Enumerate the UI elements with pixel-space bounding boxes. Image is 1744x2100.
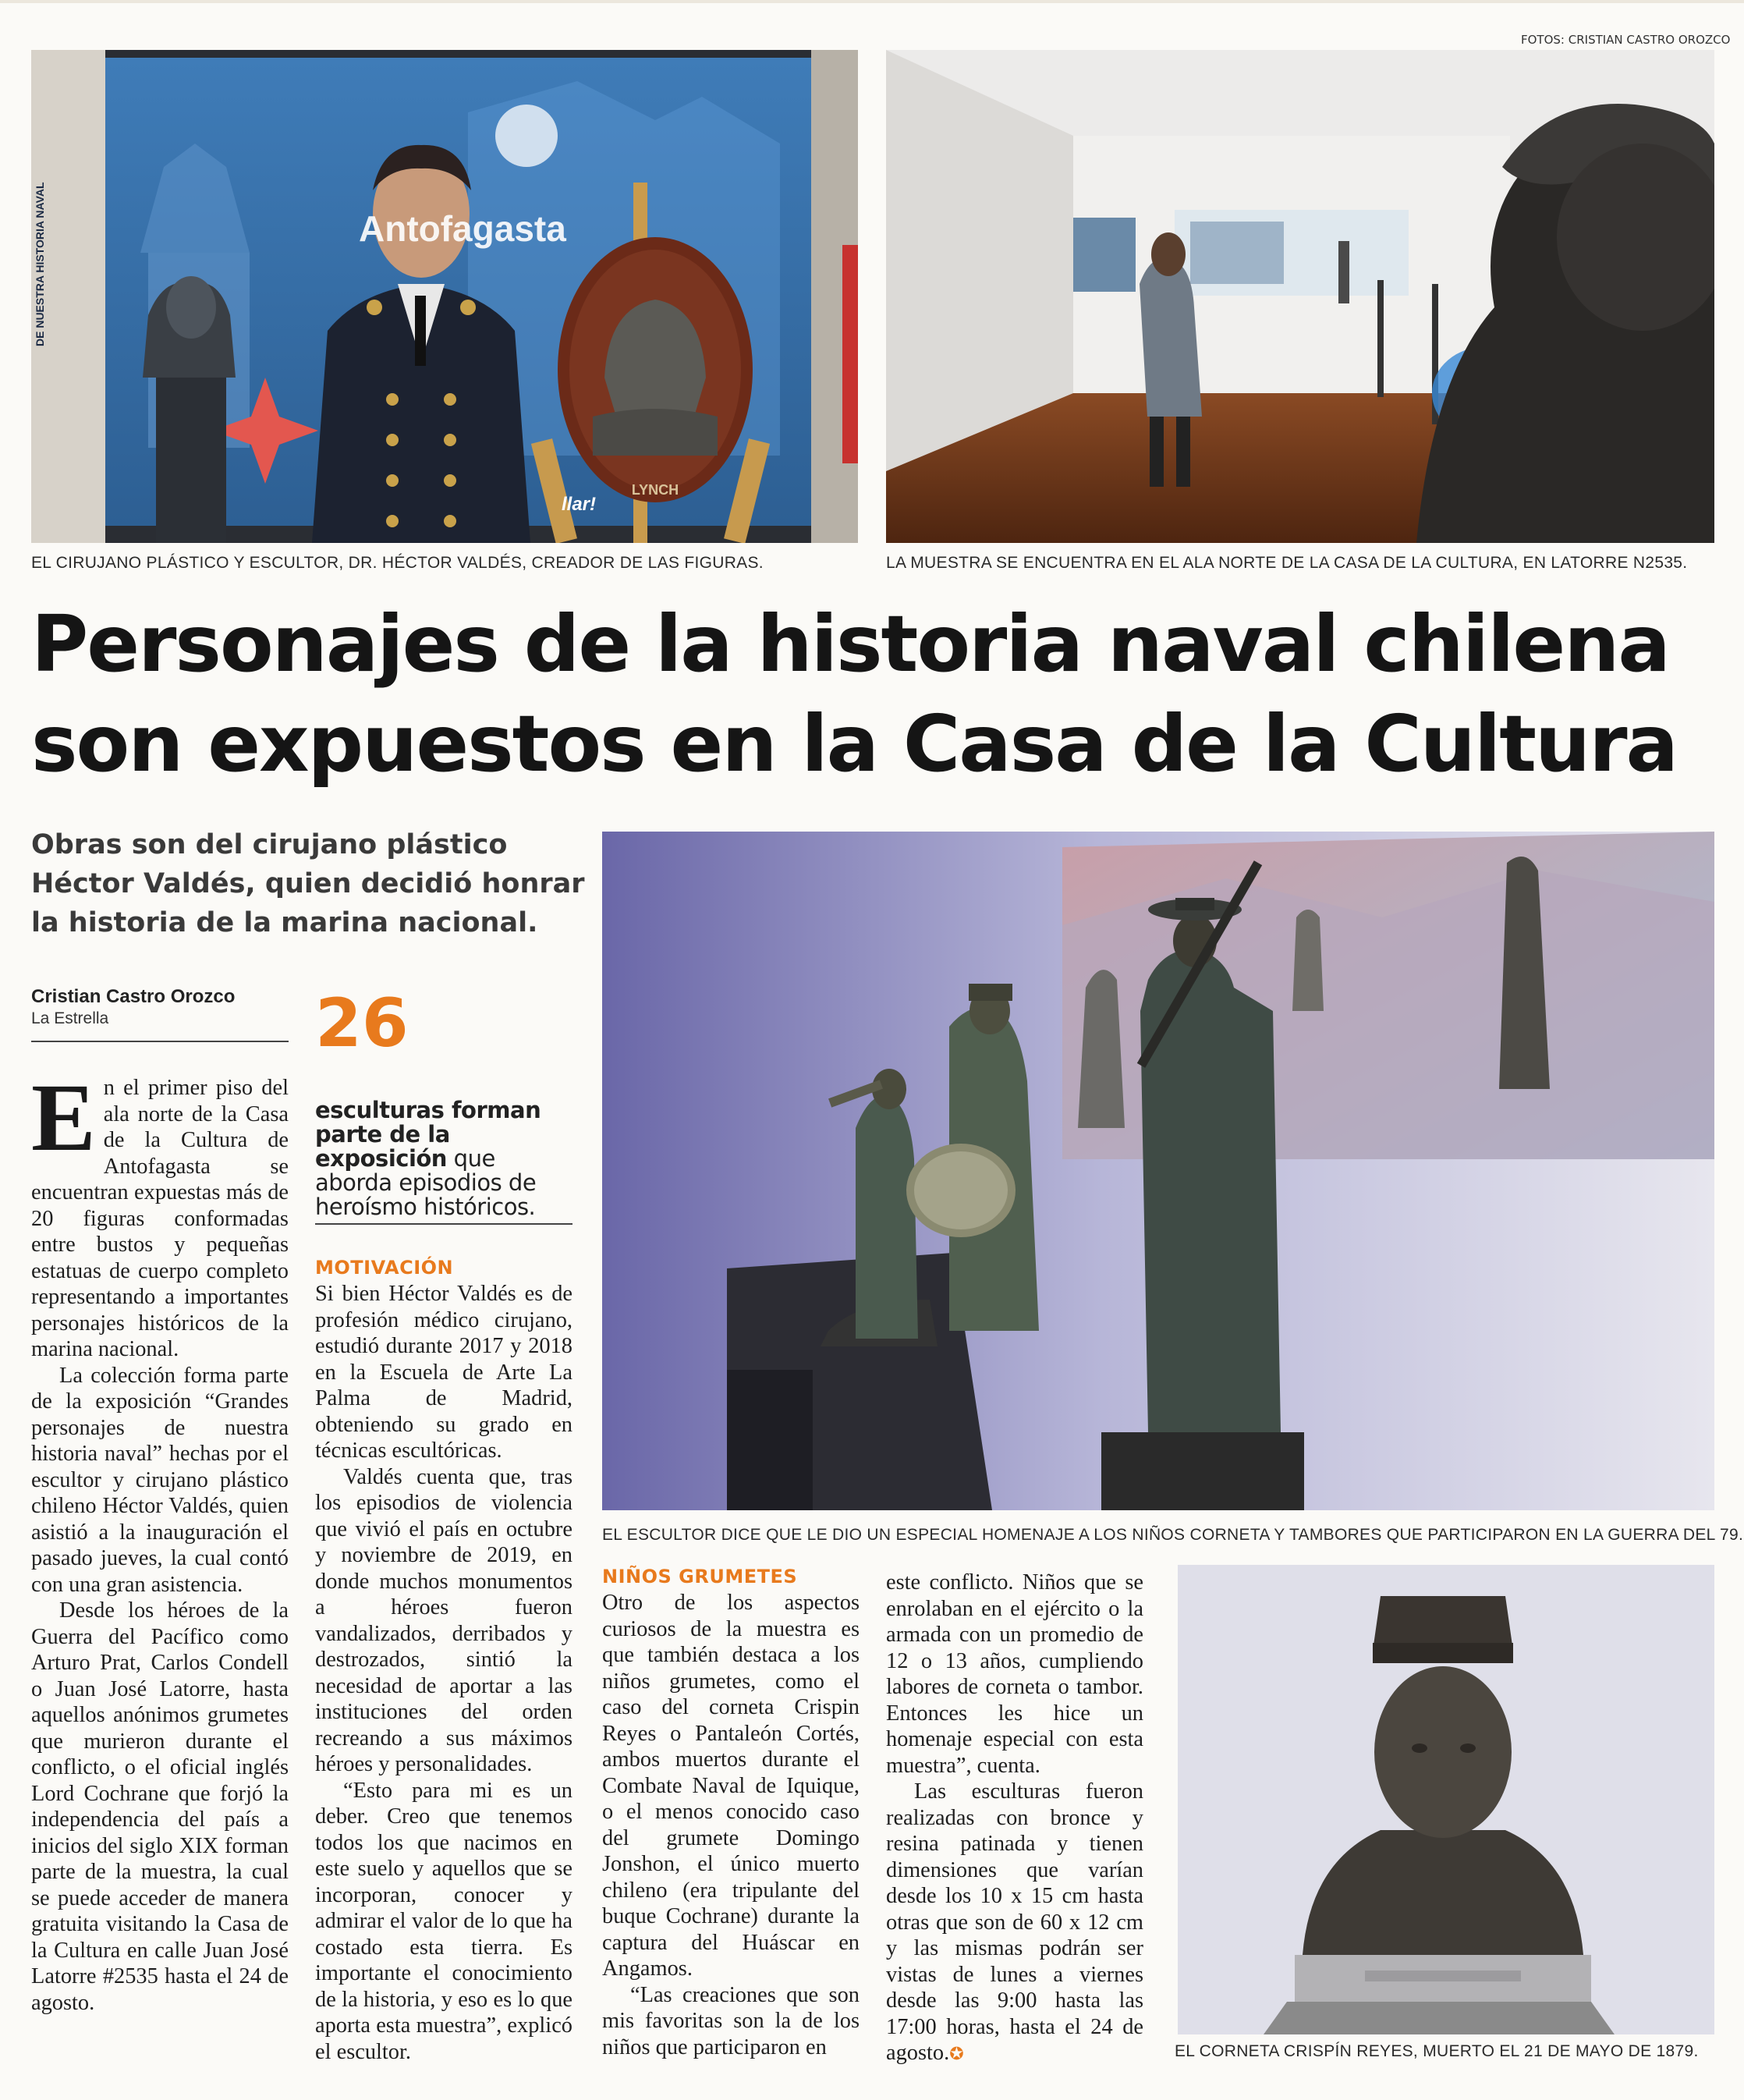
deck: Obras son del cirujano plástico Héctor Valdés, quien decidió honrar la historia de la marina nacional. xyxy=(31,829,585,938)
col2-paragraph-3: “Esto para mi es un deber. Creo que tenemos todos los que nacimos en este suelo y aquellos que se incorporan, conocer y admirar el valor de lo que ha costado esta tierra. Es importante el conocimiento de la historia, y eso es lo que aporta esta muestra”, explicó el escultor. xyxy=(315,1778,572,2064)
photo-credit: FOTOS: CRISTIAN CASTRO OROZCO xyxy=(1521,33,1731,47)
section-heading-motivacion: MOTIVACIÓN xyxy=(315,1257,454,1279)
section-heading-ninos-grumetes: NIÑOS GRUMETES xyxy=(602,1566,798,1587)
col2-paragraph-2: Valdés cuenta que, tras los episodios de violencia que vivió el país en octubre y noviembre de 2019, en donde muchos monumentos a héroes fueron vandalizados, derribados y destrozados, sintió la necesidad de aportar a las instituciones del orden recreando a sus máximos héroes y personalidades. xyxy=(315,1464,572,1776)
fact-number: 26 xyxy=(315,984,409,1062)
caption-photo-4: EL CORNETA CRISPÍN REYES, MUERTO EL 21 DE MAYO DE 1879. xyxy=(1175,2042,1699,2060)
banner-text: Antofagasta xyxy=(359,208,566,249)
col2-paragraph-1: Si bien Héctor Valdés es de profesión médico cirujano, estudió durante 2017 y 2018 en la Escuela de Arte La Palma de Madrid, obteniendo su grado en técnicas escultóricas. xyxy=(315,1282,572,1463)
headline xyxy=(31,594,1716,794)
caption-photo-2: LA MUESTRA SE ENCUENTRA EN EL ALA NORTE DE LA CASA DE LA CULTURA, EN LATORRE N2535. xyxy=(886,554,1688,572)
photo-surgeon-sculptor xyxy=(31,50,858,543)
plaque-text: LYNCH xyxy=(631,482,679,498)
photo-bust-crispin-reyes xyxy=(1178,1565,1714,2034)
col1-paragraph-1: En el primer piso del ala norte de la Casa de la Cultura de Antofagasta se encuentran expuestas más de 20 figuras conformadas entre bustos y pequeñas estatuas de cuerpo completo representando a importantes personajes históricos de la marina nacional. xyxy=(31,1064,289,1361)
col4-paragraph-2: Las esculturas fueron realizadas con bronce y resina patinada y tienen dimensiones que varían desde los 10 x 15 cm hasta otras que son de 60 x 12 cm y las mismas podrán ser vistas de lunes a viernes desde las 9:00 hasta las 17:00 horas, hasta el 24 de agosto.✪ xyxy=(886,1779,1143,2065)
end-mark-icon: ✪ xyxy=(949,2044,964,2063)
photo-bust-illustration xyxy=(1178,1565,1714,2034)
article-column-4 xyxy=(886,1570,1143,2067)
photo-child-soldiers-statues xyxy=(602,832,1714,1510)
byline-rule xyxy=(31,1041,289,1042)
col3-paragraph-2: “Las creaciones que son mis favoritas son la de los niños que participaron en xyxy=(602,1982,860,2059)
drop-cap: E xyxy=(31,1064,96,1171)
photo-exhibition-hall xyxy=(886,50,1714,543)
article-column-1 xyxy=(31,1064,289,2016)
vertical-banner-text: DE NUESTRA HISTORIA NAVAL xyxy=(34,182,46,346)
banner-corner-text: llar! xyxy=(562,494,597,515)
caption-photo-1: EL CIRUJANO PLÁSTICO Y ESCULTOR, DR. HÉCTOR VALDÉS, CREADOR DE LAS FIGURAS. xyxy=(31,554,764,572)
photo-surgeon-sculptor-illustration xyxy=(31,50,858,543)
col4-paragraph-1: este conflicto. Niños que se enrolaban en el ejército o la armada con un promedio de 12 o 13 años, cumpliendo labores de corneta o tambor. Entonces les hice un homenaje especial con esta muestra”, cuenta. xyxy=(886,1570,1143,1778)
top-rule xyxy=(0,0,1744,3)
headline-line-2: son expuestos en la Casa de la Cultura xyxy=(31,698,1678,789)
byline-outlet: La Estrella xyxy=(31,1009,109,1027)
col1-paragraph-2: La colección forma parte de la exposición “Grandes personajes de nuestra historia naval” hechas por el escultor y cirujano plástico chileno Héctor Valdés, quien asistió a la inauguración el pasado jueves, la cual contó con una gran asistencia. xyxy=(31,1363,289,1597)
byline-author: Cristian Castro Orozco xyxy=(31,986,236,1007)
caption-photo-3: EL ESCULTOR DICE QUE LE DIO UN ESPECIAL HOMENAJE A LOS NIÑOS CORNETA Y TAMBORES QUE PARTICIPARON EN LA GUERRA DEL 79. xyxy=(602,1526,1744,1544)
article-column-2 xyxy=(315,1256,572,2065)
article-column-3 xyxy=(602,1565,860,2060)
photo-child-soldiers-illustration xyxy=(602,832,1714,1510)
col3-paragraph-1: Otro de los aspectos curiosos de la muestra es que también destaca a los niños grumetes, como el caso del corneta Crispin Reyes o Pantaleón Cortés, ambos muertos durante el Combate Naval de Iquique, o el menos conocido caso del grumete Domingo Jonshon, el único muerto chileno (era tripulante del buque Cochrane) durante la captura del Huáscar en Angamos. xyxy=(602,1591,860,1981)
photo-exhibition-hall-illustration xyxy=(886,50,1714,543)
col1-paragraph-3: Desde los héroes de la Guerra del Pacífico como Arturo Prat, Carlos Condell o Juan José Latorre, hasta aquellos anónimos grumetes que murieron durante el conflicto, o el oficial inglés Lord Cochrane que forjó la independencia del país a inicios del siglo XIX forman parte de la muestra, la cual se puede acceder de manera gratuita visitando la Casa de la Cultura en calle Juan José Latorre #2535 hasta el 24 de agosto. xyxy=(31,1598,289,2015)
fact-box xyxy=(315,1098,558,1219)
fact-rest-text: que aborda episodios de heroísmo históricos. xyxy=(315,1145,537,1220)
fact-rule xyxy=(315,1223,572,1225)
fact-bold-text: esculturas forman parte de la exposición xyxy=(315,1097,541,1172)
headline-line-1: Personajes de la historia naval chilena xyxy=(31,598,1669,690)
